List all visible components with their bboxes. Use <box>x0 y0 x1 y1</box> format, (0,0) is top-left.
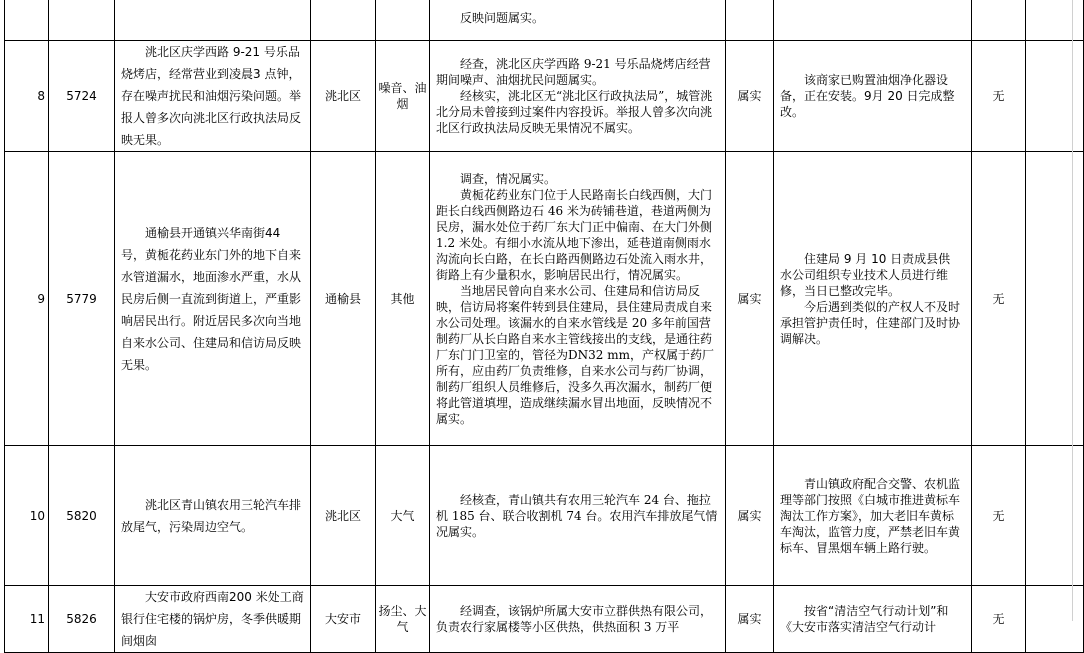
district <box>311 0 376 41</box>
case-id: 5724 <box>49 41 115 152</box>
rectification-result <box>774 152 972 446</box>
extra-note: 无 <box>972 152 1026 446</box>
rectification-result <box>774 586 972 653</box>
pollution-type: 其他 <box>376 152 430 446</box>
district: 洮北区 <box>311 446 376 586</box>
district: 通榆县 <box>311 152 376 446</box>
table-row <box>5 586 1084 653</box>
district: 洮北区 <box>311 41 376 152</box>
complaint-description <box>115 586 311 653</box>
investigation-detail-paragraph: 经查，洮北区庆学西路 9-21 号乐品烧烤店经营期间噪声、油烟扰民问题属实。 <box>436 57 711 87</box>
investigation-detail <box>430 586 726 653</box>
complaint-table <box>4 0 1084 653</box>
district: 大安市 <box>311 586 376 653</box>
rectification-result <box>774 41 972 152</box>
row-number: 10 <box>5 446 49 586</box>
rectification-result-paragraph: 该商家已购置油烟净化器设备，正在安装。9月 20 日完成整改。 <box>780 73 955 119</box>
investigation-detail <box>430 0 726 41</box>
investigation-detail-paragraph: 黄栀花药业东门位于人民路南长白线西侧，大门距长白线西侧路边石 46 米为砖铺巷道，巷道两侧为民房，漏水处位于药厂东大门正中偏南、在大门外侧 1.2 米处。有细小水流从地下渗出，延巷道南侧雨水沟流向长白路，在长白路西侧路边石处流入雨水井，街路上有少量积水，影响居民出行，情况属实。 <box>436 187 713 282</box>
case-id <box>49 0 115 41</box>
rectification-result-paragraph: 今后遇到类似的产权人不及时承担管护责任时，住建部门及时协调解决。 <box>780 299 961 346</box>
investigation-detail-paragraph: 经核查，青山镇共有农用三轮汽车 24 台、拖拉机 185 台、联合收割机 74 台。农用汽车排放尾气情况属实。 <box>436 492 718 539</box>
case-id: 5820 <box>49 446 115 586</box>
investigation-detail-paragraph: 反映问题属实。 <box>460 10 545 25</box>
pollution-type: 噪音、油烟 <box>376 41 430 152</box>
pollution-type: 扬尘、大气 <box>376 586 430 653</box>
empty-column <box>1026 41 1084 152</box>
row-number: 9 <box>5 152 49 446</box>
investigation-detail-paragraph: 经调查，该锅炉所属大安市立群供热有限公司，负责农行家属楼等小区供热，供热面积 3 万平 <box>436 604 713 634</box>
investigation-detail-paragraph: 经核实，洮北区无“洮北区行政执法局”，城管洮北分局未曾接到过案件内容投诉。举报人曾多次向洮北区行政执法局反映无果情况不属实。 <box>436 89 713 135</box>
investigation-detail <box>430 152 726 446</box>
page-margin-line <box>1072 0 1073 621</box>
row-number: 11 <box>5 586 49 653</box>
complaint-description <box>115 41 311 152</box>
verdict: 属实 <box>726 152 774 446</box>
rectification-result <box>774 446 972 586</box>
complaint-description-text: 洮北区青山镇农用三轮汽车排放尾气，污染周边空气。 <box>121 497 302 534</box>
table-row <box>5 446 1084 586</box>
complaint-description-text: 通榆县开通镇兴华南街44 号，黄栀花药业东门外的地下自来水管道漏水，地面渗水严重，水从民房后侧一直流到街道上，严重影响居民出行。附近居民多次向当地自来水公司、住建局和信访局反映无果。 <box>121 225 302 372</box>
verdict <box>726 0 774 41</box>
verdict: 属实 <box>726 586 774 653</box>
table-row <box>5 0 1084 41</box>
complaint-description <box>115 152 311 446</box>
case-id: 5779 <box>49 152 115 446</box>
empty-column <box>1026 0 1084 41</box>
rectification-result-paragraph: 按省“清洁空气行动计划”和《大安市落实清洁空气行动计 <box>780 604 949 634</box>
case-id: 5826 <box>49 586 115 653</box>
pollution-type: 大气 <box>376 446 430 586</box>
complaint-description <box>115 0 311 41</box>
extra-note: 无 <box>972 586 1026 653</box>
complaint-description-text: 大安市政府西南200 米处工商银行住宅楼的锅炉房，冬季供暖期间烟囱 <box>121 590 304 648</box>
empty-column <box>1026 152 1084 446</box>
extra-note: 无 <box>972 41 1026 152</box>
pollution-type <box>376 0 430 41</box>
investigation-detail <box>430 41 726 152</box>
complaint-description-text: 洮北区庆学西路 9-21 号乐品烧烤店，经常营业到凌晨3 点钟，存在噪声扰民和油烟污染问题。举报人曾多次向洮北区行政执法局反映无果。 <box>121 45 302 147</box>
rectification-result-paragraph: 住建局 9 月 10 日责成县供水公司组织专业技术人员进行维修，当日已整改完毕。 <box>780 251 951 298</box>
extra-note <box>972 0 1026 41</box>
table-row <box>5 152 1084 446</box>
row-number: 8 <box>5 41 49 152</box>
investigation-detail <box>430 446 726 586</box>
investigation-detail-paragraph: 调查，情况属实。 <box>460 171 557 186</box>
complaint-description <box>115 446 311 586</box>
empty-column <box>1026 586 1084 653</box>
row-number <box>5 0 49 41</box>
verdict: 属实 <box>726 446 774 586</box>
table-row <box>5 41 1084 152</box>
empty-column <box>1026 446 1084 586</box>
extra-note: 无 <box>972 446 1026 586</box>
investigation-detail-paragraph: 当地居民曾向自来水公司、住建局和信访局反映，信访局将案件转到县住建局，县住建局责成自来水公司处理。该漏水的自来水管线是 20 多年前国营制药厂从长白路自来水主管线接出的支线，是通往药厂东门门卫室的，管径为DN32 mm，产权属于药厂所有，应由药厂负责维修，自来水公司与药厂协调，制药厂组织人员维修后，没多久再次漏水，制药厂便将此管道填埋，造成继续漏水冒出地面，反映情况不属实。 <box>436 283 714 426</box>
rectification-result <box>774 0 972 41</box>
verdict: 属实 <box>726 41 774 152</box>
rectification-result-paragraph: 青山镇政府配合交警、农机监理等部门按照《白城市推进黄标车淘汰工作方案》，加大老旧车黄标车淘汰，监管力度，严禁老旧车黄标车、冒黑烟车辆上路行驶。 <box>780 476 961 555</box>
